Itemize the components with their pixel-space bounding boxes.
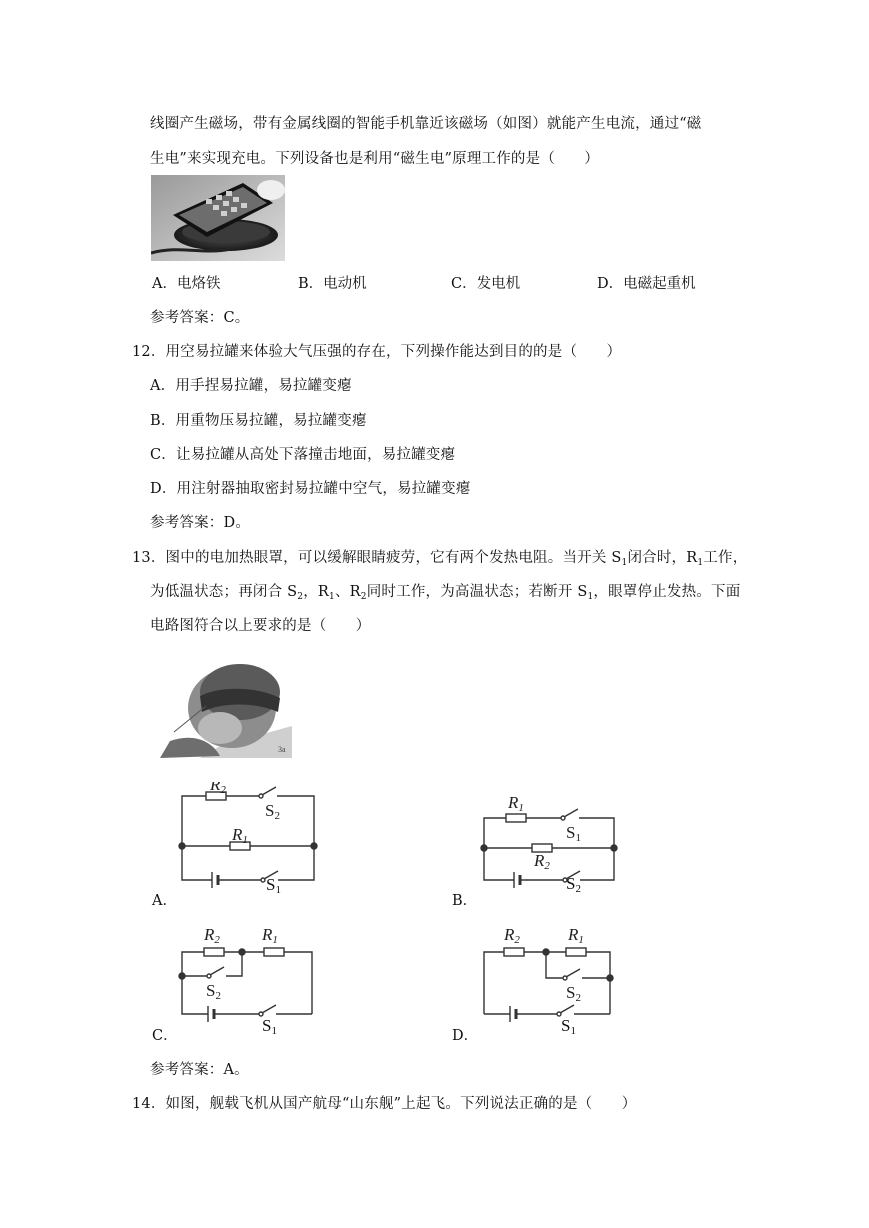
q13-stem-line-3: 电路图符合以上要求的是（ ） (150, 618, 371, 634)
q12-option-b: B．用重物压易拉罐，易拉罐变瘪 (150, 413, 367, 429)
q11-answer: 参考答案：C。 (150, 310, 250, 326)
phone-charger-photo (151, 175, 285, 261)
q13-option-b: B． (452, 893, 478, 909)
circuit-b-r2-label: R2 (534, 851, 550, 872)
circuit-c-s1-text: S1 (262, 1016, 277, 1037)
q13-option-d: D． (452, 1028, 479, 1044)
circuit-a-s1-text: S1 (266, 875, 281, 896)
circuit-d-s1-text: S1 (561, 1016, 576, 1037)
circuit-c (172, 922, 324, 1030)
circuit-c-r2-label: R2 (204, 925, 220, 946)
q12-answer: 参考答案：D。 (150, 515, 251, 531)
q11-option-b: B．电动机 (298, 276, 367, 292)
circuit-b-s2-text: S2 (566, 874, 581, 895)
q11-option-d: D．电磁起重机 (597, 276, 696, 292)
q13-option-c: C． (152, 1028, 178, 1044)
circuit-b-r1-label: R1 (508, 793, 524, 814)
q12-option-a: A．用手捏易拉罐，易拉罐变瘪 (150, 378, 352, 394)
circuit-a-r2-label: R2 (210, 782, 226, 796)
circuit-a-s2-label: S2 (265, 801, 280, 822)
circuit-b-s1-label: S1 (566, 823, 581, 844)
q12-option-c: C．让易拉罐从高处下落撞击地面，易拉罐变瘪 (150, 447, 456, 463)
q13-option-a: A． (152, 893, 177, 909)
eye-mask-photo (160, 656, 292, 758)
q11-stem-line-2: 生电”来实现充电。下列设备也是利用“磁生电”原理工作的是（ ） (150, 151, 600, 167)
q11-stem-line-1: 线圈产生磁场，带有金属线圈的智能手机靠近该磁场（如图）就能产生电流，通过“磁 (150, 116, 702, 132)
q13-stem-line-2: 为低温状态；再闭合 $S_2$，$R_1$、$R_2$同时工作，为高温状态；若断开 $S_1$，眼罩停止发热。下面 (150, 584, 741, 602)
q13-answer: 参考答案：A。 (150, 1062, 249, 1078)
circuit-d (476, 922, 626, 1030)
circuit-c-s2-label: S2 (206, 981, 221, 1002)
circuit-a (172, 782, 324, 890)
q12-stem: 12．用空易拉罐来体验大气压强的存在，下列操作能达到目的的是（ ） (132, 344, 622, 360)
q11-option-a: A．电烙铁 (152, 276, 221, 292)
circuit-b (476, 790, 626, 890)
q14-stem: 14．如图，舰载飞机从国产航母“山东舰”上起飞。下列说法正确的是（ ） (132, 1096, 637, 1112)
circuit-d-r2-label: R2 (504, 925, 520, 946)
q12-option-d: D．用注射器抽取密封易拉罐中空气，易拉罐变瘪 (150, 481, 471, 497)
circuit-d-r1-label: R1 (568, 925, 584, 946)
q11-option-c: C．发电机 (451, 276, 521, 292)
circuit-a-r1-label: R1 (232, 825, 248, 846)
svg-text:3a: 3a (278, 745, 286, 754)
q13-stem-line-1: 13．图中的电加热眼罩，可以缓解眼睛疲劳，它有两个发热电阻。当开关 $S_1$闭合时，$R_1$工作， (132, 550, 748, 568)
circuit-c-r1-label: R1 (262, 925, 278, 946)
circuit-d-s2-label: S2 (566, 983, 581, 1004)
